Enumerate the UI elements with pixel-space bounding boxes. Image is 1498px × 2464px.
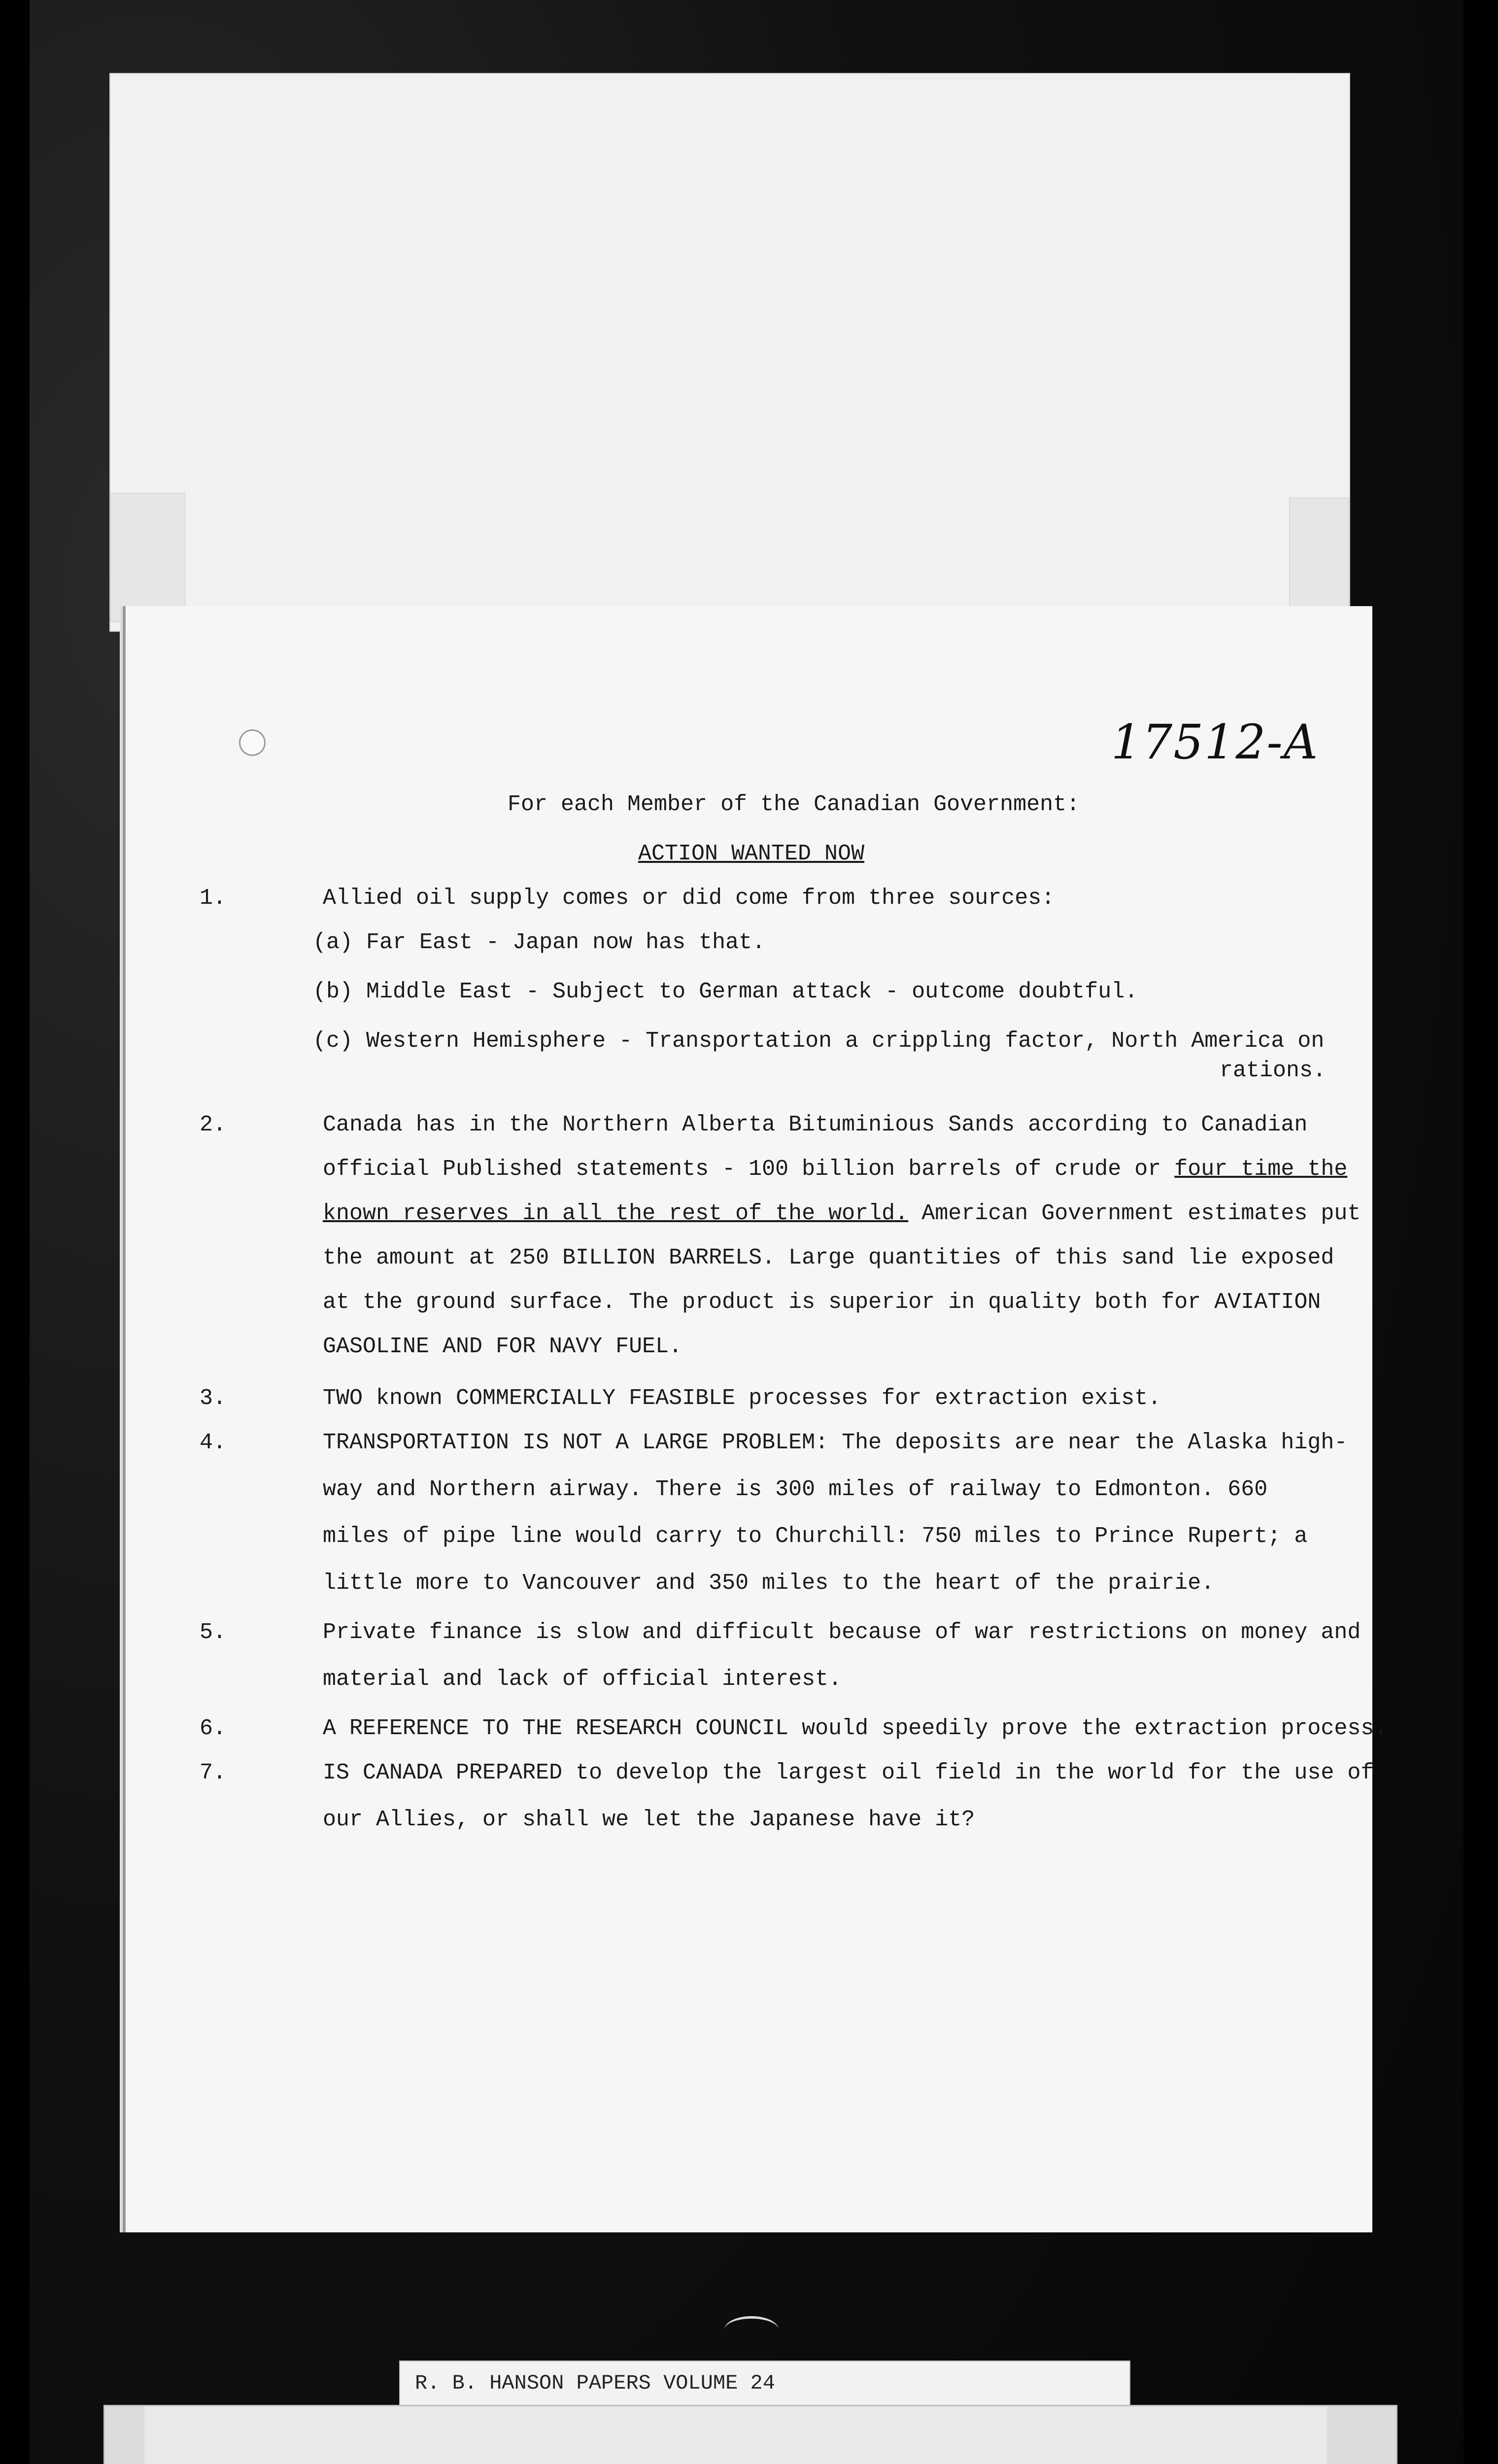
item-number-4: 4. bbox=[200, 1430, 227, 1455]
reference-number: 17512-A bbox=[1111, 715, 1319, 770]
volume-label-text: R. B. HANSON PAPERS VOLUME 24 bbox=[415, 2371, 775, 2395]
item-2-line-6: GASOLINE AND FOR NAVY FUEL. bbox=[323, 1334, 682, 1359]
top-paper-sheet bbox=[109, 73, 1350, 632]
item-2-line-1: Canada has in the Northern Alberta Bituminious Sands according to Canadian bbox=[323, 1112, 1308, 1137]
item-4-line-1: TRANSPORTATION IS NOT A LARGE PROBLEM: The deposits are near the Alaska high- bbox=[323, 1430, 1348, 1455]
document-subheading: ACTION WANTED NOW bbox=[638, 841, 865, 866]
item-1a-line: (a) Far East - Japan now has that. bbox=[313, 930, 766, 955]
item-4-line-4: little more to Vancouver and 350 miles to the heart of the prairie. bbox=[323, 1571, 1215, 1596]
archive-card-edge-right bbox=[1327, 2406, 1396, 2464]
item-7-line-1: IS CANADA PREPARED to develop the largest oil field in the world for the use of bbox=[323, 1760, 1374, 1785]
film-edge-left bbox=[0, 0, 30, 2464]
item-2-line-5: at the ground surface. The product is superior in quality both for AVIATION bbox=[323, 1290, 1321, 1315]
item-6-line: A REFERENCE TO THE RESEARCH COUNCIL would speedily prove the extraction process. bbox=[323, 1716, 1388, 1741]
item-number-1: 1. bbox=[200, 886, 227, 911]
item-1c-line: (c) Western Hemisphere - Transportation a crippling factor, North America on bbox=[313, 1028, 1325, 1054]
archive-card bbox=[103, 2405, 1397, 2464]
item-number-2: 2. bbox=[200, 1112, 227, 1137]
paper-tab-left bbox=[110, 493, 185, 622]
item-number-7: 7. bbox=[200, 1760, 227, 1785]
item-number-3: 3. bbox=[200, 1386, 227, 1411]
item-number-5: 5. bbox=[200, 1620, 227, 1645]
item-2-line-2: official Published statements - 100 billion barrels of crude or four time the bbox=[323, 1157, 1348, 1182]
item-number-6: 6. bbox=[200, 1716, 227, 1741]
item-2-line-3: known reserves in all the rest of the world. American Government estimates put bbox=[323, 1201, 1361, 1226]
punch-hole-icon bbox=[239, 729, 266, 756]
film-edge-right bbox=[1464, 0, 1498, 2464]
archive-card-edge-left bbox=[105, 2406, 144, 2464]
item-1b-line: (b) Middle East - Subject to German attack - outcome doubtful. bbox=[313, 979, 1138, 1004]
document-page bbox=[126, 606, 1388, 2232]
paper-curl-mark bbox=[724, 2316, 779, 2343]
item-5-line-2: material and lack of official interest. bbox=[323, 1667, 842, 1692]
item-2-line-4: the amount at 250 BILLION BARRELS. Large quantities of this sand lie exposed bbox=[323, 1245, 1334, 1270]
item-1c-line-cont: rations. bbox=[1220, 1058, 1327, 1083]
item-7-line-2: our Allies, or shall we let the Japanese have it? bbox=[323, 1807, 975, 1832]
item-3-line: TWO known COMMERCIALLY FEASIBLE processes for extraction exist. bbox=[323, 1386, 1161, 1411]
document-heading: For each Member of the Canadian Government: bbox=[508, 792, 1080, 817]
item-1-line: Allied oil supply comes or did come from three sources: bbox=[323, 886, 1055, 911]
item-4-line-3: miles of pipe line would carry to Churchill: 750 miles to Prince Rupert; a bbox=[323, 1524, 1308, 1549]
volume-label bbox=[399, 2361, 1130, 2407]
item-5-line-1: Private finance is slow and difficult because of war restrictions on money and bbox=[323, 1620, 1361, 1645]
item-4-line-2: way and Northern airway. There is 300 miles of railway to Edmonton. 660 bbox=[323, 1477, 1268, 1502]
